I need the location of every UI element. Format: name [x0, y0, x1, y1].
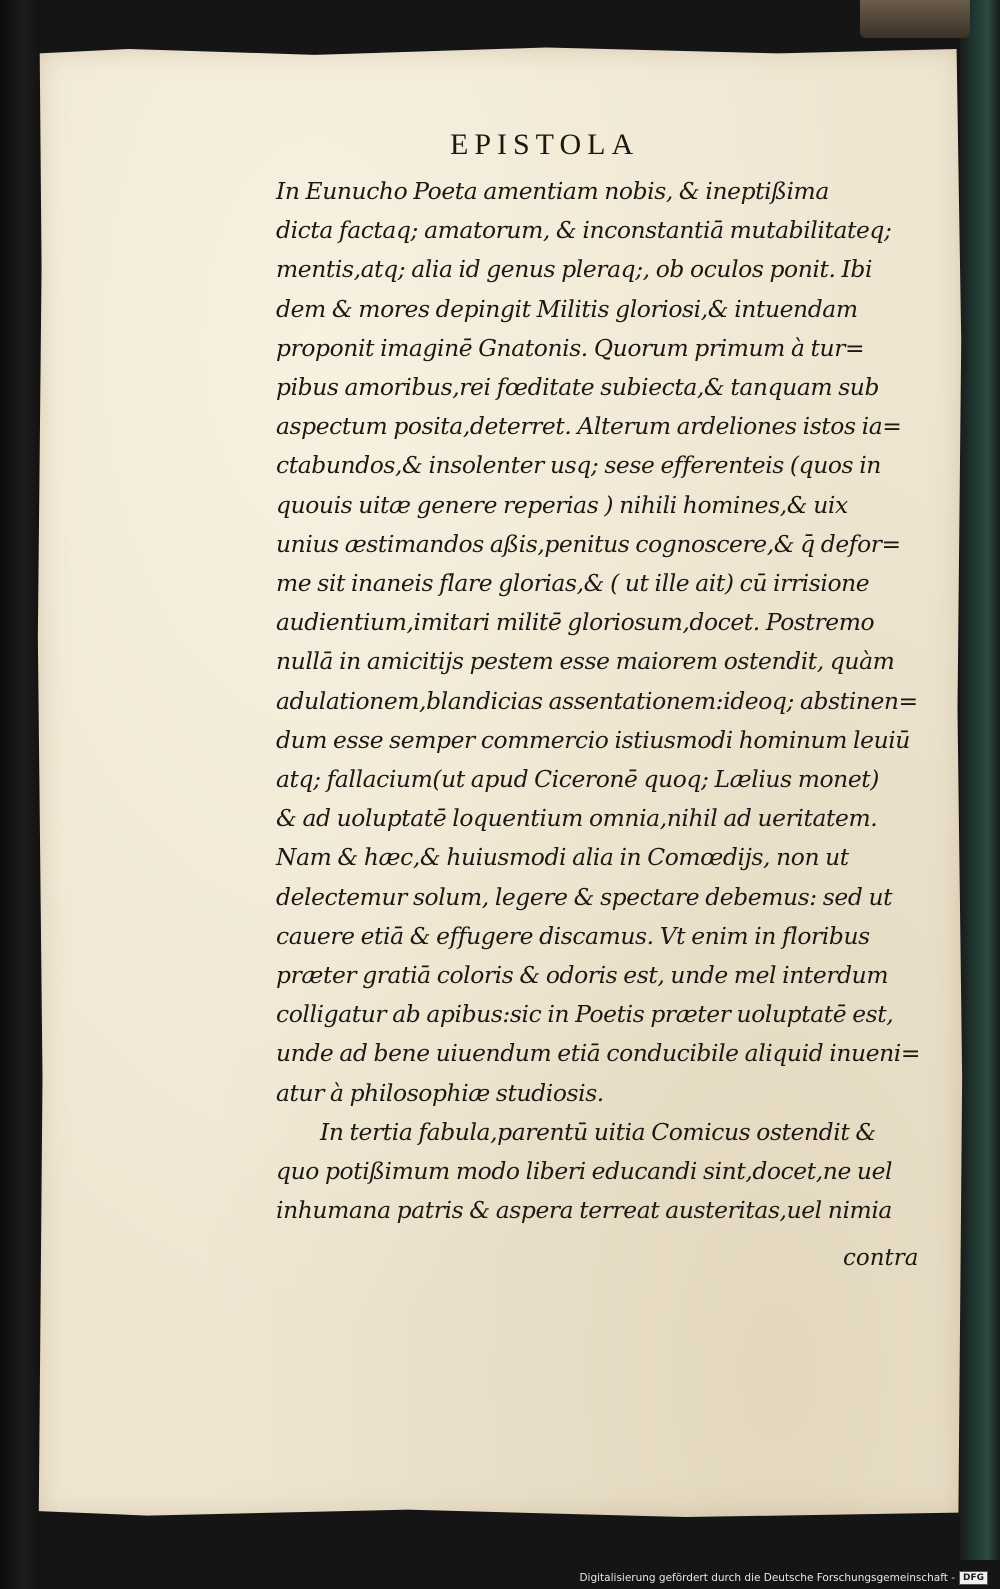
text-line: audientium,imitari militē gloriosum,docet. Postremo	[276, 608, 875, 637]
text-line: unius æstimandos aßis,penitus cognoscere,& q̄ defor=	[276, 529, 901, 558]
text-line: ctabundos,& insolenter usq; sese efferenteis (quos in	[276, 451, 881, 480]
text-line: In Eunucho Poeta amentiam nobis, & ineptißima	[276, 177, 829, 205]
text-line: colligatur ab apibus:sic in Poetis præter uoluptatē est,	[276, 1000, 894, 1029]
paragraph-line: quo potißimum modo liberi educandi sint,docet,ne uel	[276, 1157, 893, 1186]
text-line: unde ad bene uiuendum etiā conducibile aliquid inueni=	[276, 1039, 921, 1068]
page-heading: EPISTOLA	[450, 128, 640, 161]
text-line: mentis,atq; alia id genus pleraq;, ob oculos ponit. Ibi	[276, 255, 873, 284]
digitization-credit	[579, 1571, 988, 1585]
text-line: me sit inaneis flare glorias,& ( ut ille ait) cū irrisione	[276, 569, 870, 598]
text-line: dicta factaq; amatorum, & inconstantiā mutabilitateq;	[276, 216, 892, 245]
text-line: nullā in amicitijs pestem esse maiorem ostendit, quàm	[276, 647, 895, 676]
text-line: adulationem,blandicias assentationem:ideoq; abstinen=	[276, 686, 918, 715]
text-line: pibus amoribus,rei fœditate subiecta,& tanquam sub	[276, 373, 880, 402]
credit-text: Digitalisierung gefördert durch die Deutsche Forschungsgemeinschaft -	[579, 1572, 955, 1584]
text-line: aspectum posita,deterret. Alterum ardeliones istos ia=	[276, 412, 902, 441]
text-line: & ad uoluptatē loquentium omnia,nihil ad ueritatem.	[276, 804, 878, 833]
binding-strip	[860, 0, 970, 38]
paragraph-line: In tertia fabula,parentū uitia Comicus ostendit &	[320, 1117, 876, 1146]
text-line: proponit imaginē Gnatonis. Quorum primum à tur=	[276, 333, 865, 362]
book-spine-edge	[0, 0, 40, 1589]
catchword: contra	[843, 1245, 919, 1271]
text-line: Nam & hæc,& huiusmodi alia in Comœdijs, non ut	[276, 843, 849, 872]
page-body-text	[276, 172, 926, 1230]
text-line: atq; fallacium(ut apud Ciceronē quoq; Lælius monet)	[276, 765, 880, 794]
text-line: dum esse semper commercio istiusmodi hominum leuiū	[276, 725, 910, 754]
text-line: cauere etiā & effugere discamus. Vt enim in floribus	[276, 921, 870, 950]
text-line: dem & mores depingit Militis gloriosi,& intuendam	[276, 294, 858, 323]
text-line: delectemur solum, legere & spectare debemus: sed ut	[276, 882, 893, 911]
text-line: quouis uitæ genere reperias ) nihili homines,& uix	[276, 490, 848, 519]
text-line: atur à philosophiæ studiosis.	[276, 1078, 604, 1107]
book-cover-edge	[960, 0, 1000, 1560]
paragraph-line: inhumana patris & aspera terreat austeritas,uel nimia	[276, 1196, 892, 1225]
text-line: præter gratiā coloris & odoris est, unde mel interdum	[276, 961, 889, 990]
dfg-logo-icon: DFG	[959, 1571, 988, 1585]
